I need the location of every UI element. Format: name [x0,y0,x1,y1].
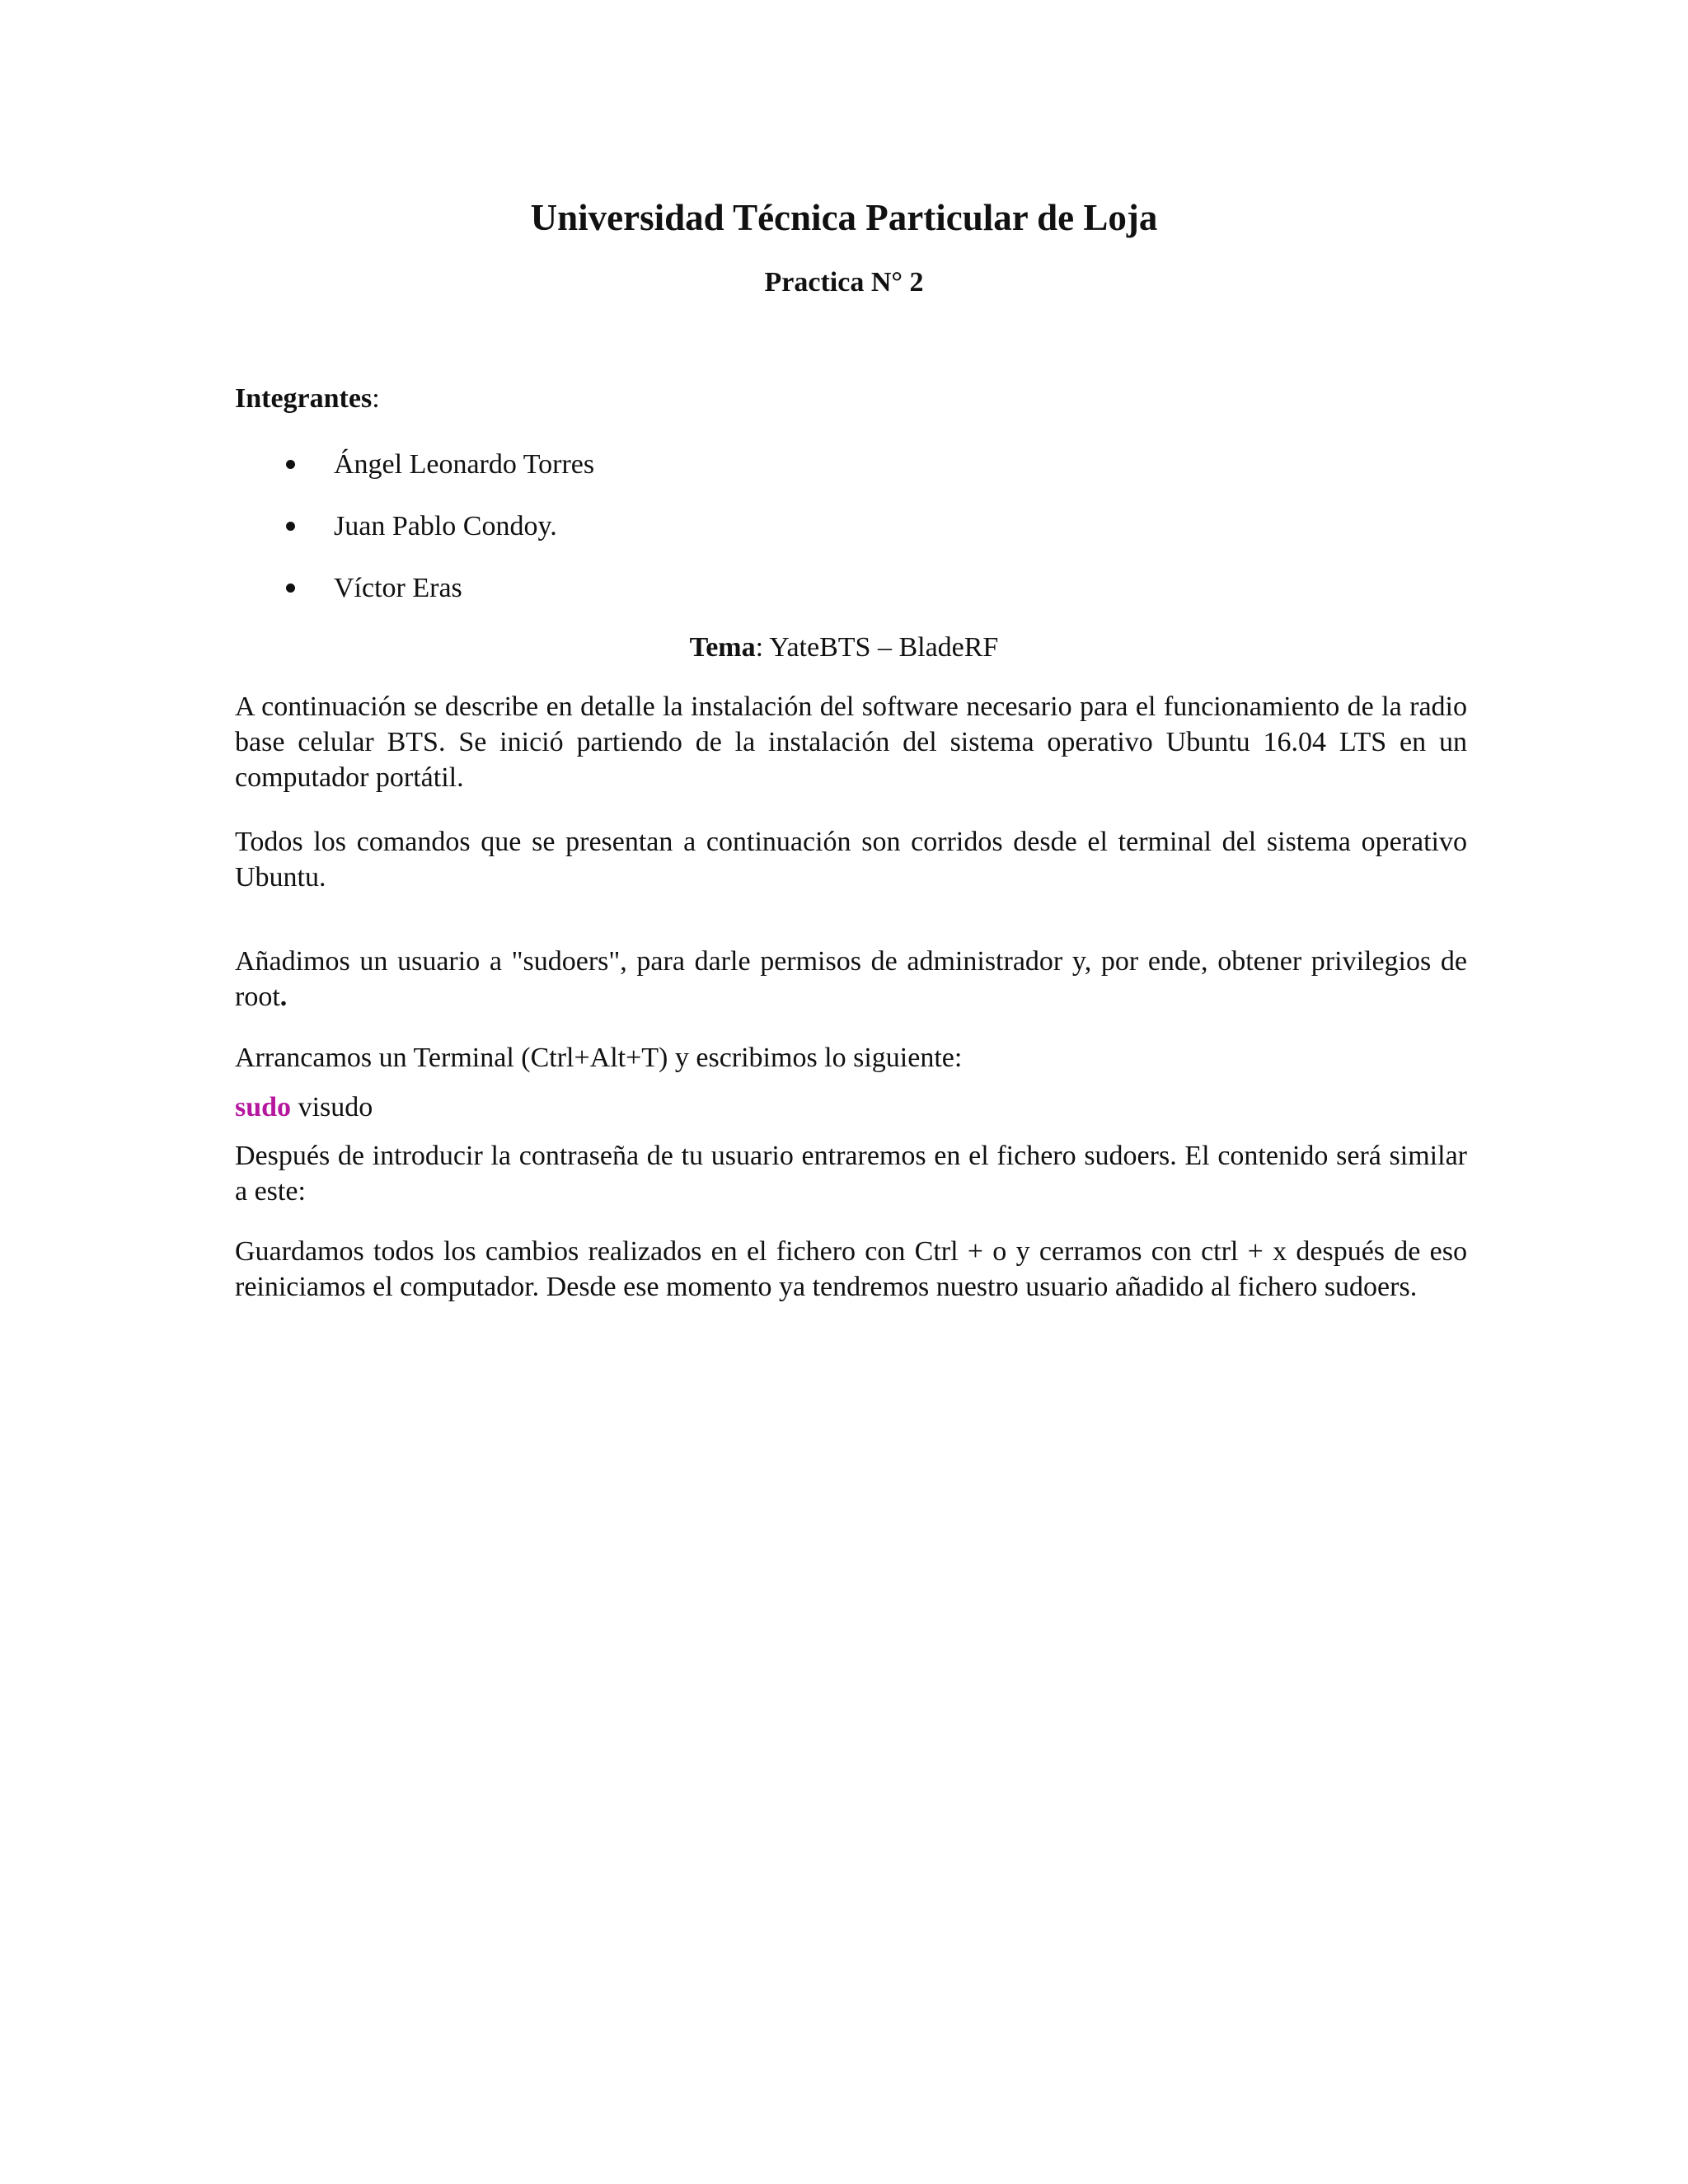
topic-line [0,628,1688,668]
topic-value: : YateBTS – BladeRF [755,632,999,663]
intro-paragraph: A continuación se describe en detalle la instalación del software necesario para el funcionamiento de la radio base celular BTS. Se inició partiendo de la instalación del sistema operativo Ubuntu 16.04 LTS en un computador portátil. [235,691,1467,793]
list-item [235,502,594,564]
list-item [235,440,594,502]
members-colon: : [372,383,380,414]
command-keyword: sudo [235,1092,292,1122]
member-name: Víctor Eras [334,573,462,603]
command-argument: visudo [291,1092,373,1122]
document-title: Universidad Técnica Particular de Loja [530,197,1158,238]
members-list [235,440,594,626]
sudoers-intro-period: . [279,982,288,1012]
members-heading [235,381,1467,416]
member-name: Ángel Leonardo Torres [334,449,595,480]
sudoers-intro-paragraph [235,944,1467,1015]
sudoers-intro-text: Añadimos un usuario a "sudoers", para darle permisos de administrador y, por ende, obtener privilegios de root [235,946,1467,1012]
save-changes-paragraph: Guardamos todos los cambios realizados en el fichero con Ctrl + o y cerramos con ctrl + x después de eso reiniciamos el computador. Desde ese momento ya tendremos nuestro usuario añadido al fichero sudoers. [235,1236,1467,1302]
member-name: Juan Pablo Condoy. [334,511,557,541]
members-label: Integrantes [235,383,373,414]
topic-label: Tema [689,632,756,663]
terminal-instruction: Arrancamos un Terminal (Ctrl+Alt+T) y escribimos lo siguiente: [235,1043,963,1073]
command-line [235,1090,1467,1125]
bullet-icon [286,583,295,593]
document-subtitle: Practica N° 2 [764,267,924,298]
list-item [235,564,594,626]
bullet-icon [286,522,295,531]
commands-note-paragraph: Todos los comandos que se presentan a continuación son corridos desde el terminal del sistema operativo Ubuntu. [235,827,1467,893]
after-password-paragraph: Después de introducir la contraseña de tu usuario entraremos en el fichero sudoers. El contenido será similar a este: [235,1141,1467,1207]
bullet-icon [286,460,295,469]
